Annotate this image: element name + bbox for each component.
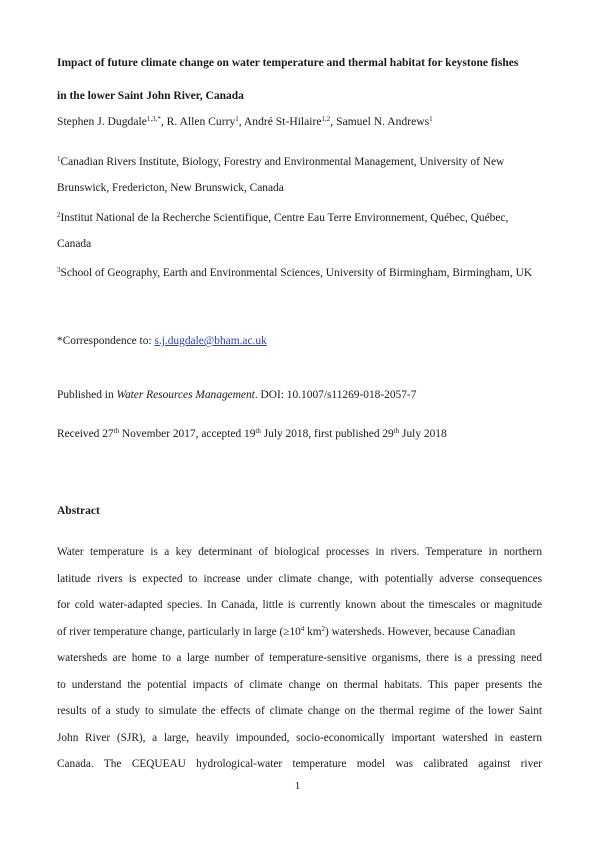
abstract-line: results of a study to simulate the effects of climate change on the thermal regime of the lower Saint (57, 705, 542, 717)
abstract-line: John River (SJR), a large, heavily impounded, socio-economically important watershed in eastern (57, 731, 542, 744)
abstract-text: ) watersheds. However, because Canadian (325, 625, 516, 638)
abstract-body (57, 539, 542, 778)
journal-name: Water Resources Management (116, 389, 255, 401)
abstract-line: Canada. The CEQUEAU hydrological-water temperature model was calibrated against river (57, 758, 542, 770)
affiliation-text: School of Geography, Earth and Environmental Sciences, University of Birmingham, Birmingham, UK (60, 267, 533, 279)
affiliation-2 (57, 205, 542, 257)
affiliation-3 (57, 260, 542, 286)
abstract-line: latitude rivers is expected to increase under climate change, with potentially adverse consequences (57, 572, 542, 585)
affiliation-1 (57, 149, 542, 201)
exponent-sup: 2 (321, 624, 326, 633)
received-text: July 2018, first published 29 (260, 428, 394, 440)
affiliation-num: 1 (57, 155, 61, 163)
doi-text: . DOI: 10.1007/s11269-018-2057-7 (254, 389, 417, 401)
author-sup: 1 (235, 115, 239, 123)
title-line-2: in the lower Saint John River, Canada (57, 90, 244, 102)
abstract-line: watersheds are home to a large number of temperature-sensitive organisms, there is a pressing need (57, 652, 542, 664)
title-line-1: Impact of future climate change on water temperature and thermal habitat for keystone fishes (57, 57, 519, 69)
abstract-text: km (304, 625, 322, 638)
author-name: Stephen J. Dugdale (57, 115, 147, 128)
author-name: R. Allen Curry (166, 115, 236, 128)
ordinal-sup: th (255, 427, 261, 435)
affiliation-num: 3 (57, 266, 61, 274)
author-name: Samuel N. Andrews (336, 115, 430, 128)
correspondence (57, 332, 542, 350)
author-name: André St-Hilaire (243, 115, 322, 128)
abstract-line: for cold water-adapted species. In Canada, little is currently known about the timescales or magnitude (57, 599, 542, 611)
page-number: 1 (294, 780, 301, 792)
exponent-sup: 4 (300, 624, 305, 633)
publication-info (57, 386, 542, 404)
affiliation-text: Canadian Rivers Institute, Biology, Forestry and Environmental Management, University of New Brunswick, Fredericton, New Brunswick, Canada (57, 156, 505, 194)
paper-title (57, 47, 542, 113)
abstract-heading: Abstract (57, 505, 100, 517)
abstract-text: of river temperature change, particularly in large ( (57, 625, 284, 638)
author-list: Stephen J. Dugdale$^{1,3,*}$, R. Allen Curry$^1$, André St-Hilaire$^{1,2}$, Samuel N. Andrews$^1$ (57, 115, 433, 128)
ordinal-sup: th (393, 427, 400, 435)
abstract-text: ≥10 (283, 625, 301, 638)
abstract-line (57, 619, 542, 646)
affiliation-text: Institut National de la Recherche Scientifique, Centre Eau Terre Environnement, Québec, Québec, Canada (57, 212, 509, 250)
correspondence-label: *Correspondence to: (57, 335, 155, 347)
email-link[interactable]: s.j.dugdale@bham.ac.uk (154, 335, 267, 347)
abstract-line: Water temperature is a key determinant of biological processes in rivers. Temperature in northern (57, 546, 542, 558)
published-prefix: Published in (57, 389, 117, 401)
author-sup: 1 (429, 115, 433, 123)
affiliation-num: 2 (57, 211, 61, 219)
received-text: July 2018 (399, 428, 447, 440)
received-text: November 2017, accepted 19 (119, 428, 256, 440)
abstract-line: to understand the potential impacts of climate change on thermal habitats. This paper presents the (57, 678, 542, 691)
received-text: Received 27 (57, 428, 114, 440)
author-sup: 1,2 (321, 115, 331, 123)
ordinal-sup: th (113, 427, 120, 435)
author-sup: 1,3,* (146, 115, 161, 123)
received-dates (57, 425, 542, 443)
